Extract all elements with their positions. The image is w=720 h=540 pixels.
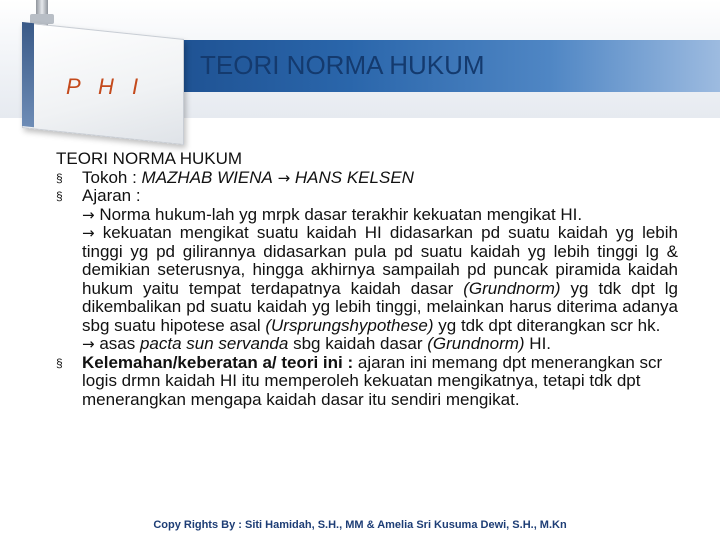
tokoh-label: Tokoh :: [82, 167, 142, 187]
ajaran-item: [56, 187, 696, 206]
grundnorm-term-2: (Grundnorm): [427, 334, 525, 353]
ajaran-point-3: [56, 335, 696, 354]
footer-copyright: Copy Rights By : Siti Hamidah, S.H., MM & Amelia Sri Kusuma Dewi, S.H., M.Kn: [153, 519, 567, 531]
kelemahan-item: [56, 354, 696, 410]
arrow-icon: →: [82, 205, 95, 224]
kelemahan-label: Kelemahan/keberatan a/ teori ini :: [82, 352, 354, 372]
content-heading: TEORI NORMA HUKUM: [56, 149, 243, 168]
kelemahan-text: ajaran ini memang dpt menerangkan scr logis drmn kaidah HI itu memperoleh kekuatan mengikatnya, tetapi tdk dpt menerangkan mengapa kaidah dasar itu sendiri mengikat.: [82, 352, 663, 409]
ajaran-point-2: [56, 224, 696, 335]
ajaran-point-3-text-b: sbg kaidah dasar: [288, 334, 428, 353]
arrow-icon: →: [82, 335, 95, 353]
pacta-term: pacta sun servanda: [139, 334, 289, 353]
bullet-icon: §: [56, 189, 63, 203]
bullet-icon: §: [56, 170, 63, 185]
bullet-icon: §: [56, 355, 63, 370]
ajaran-label: Ajaran :: [82, 186, 141, 205]
tokoh-value-b: HANS KELSEN: [294, 167, 414, 187]
grundnorm-term: (Grundnorm): [463, 278, 561, 298]
slide-content: [56, 150, 696, 409]
ajaran-point-2-text-b: yg tdk dpt lg dikembalikan pd suatu kaidah yg lebih tinggi, melainkan harus diterima adanya sbg suatu hipotese asal: [82, 278, 679, 335]
tokoh-value-a: MAZHAB WIENA: [141, 167, 273, 187]
arrow-icon: →: [277, 168, 291, 187]
ursprungshypothese-term: (Ursprungshypothese): [265, 315, 434, 335]
ajaran-point-2-text-a: kekuatan mengikat suatu kaidah HI didasarkan pd suatu kaidah yg lebih tinggi yg pd gilirannya didasarkan pula pd suatu kaidah yg lebih tinggi lg & demikian seterusnya, hingga akhirnya sampailah pd puncak piramida kaidah hukum yaitu tempat terdapatnya kaidah dasar: [82, 223, 678, 298]
slide-title: TEORI NORMA HUKUM: [200, 50, 485, 80]
arrow-icon: →: [82, 224, 95, 242]
logo-text: P H I: [66, 74, 145, 99]
ajaran-point-3-text-a: asas: [99, 334, 140, 353]
logo-sign-edge: [22, 22, 34, 127]
ajaran-point-1-text: Norma hukum-lah yg mrpk dasar terakhir kekuatan mengikat HI.: [99, 204, 583, 224]
ajaran-point-2-text-c: yg tdk dpt diterangkan scr hk.: [433, 315, 661, 335]
tokoh-item: [56, 169, 696, 188]
ajaran-point-1: [56, 206, 696, 225]
ajaran-point-3-text-c: HI.: [524, 334, 552, 353]
